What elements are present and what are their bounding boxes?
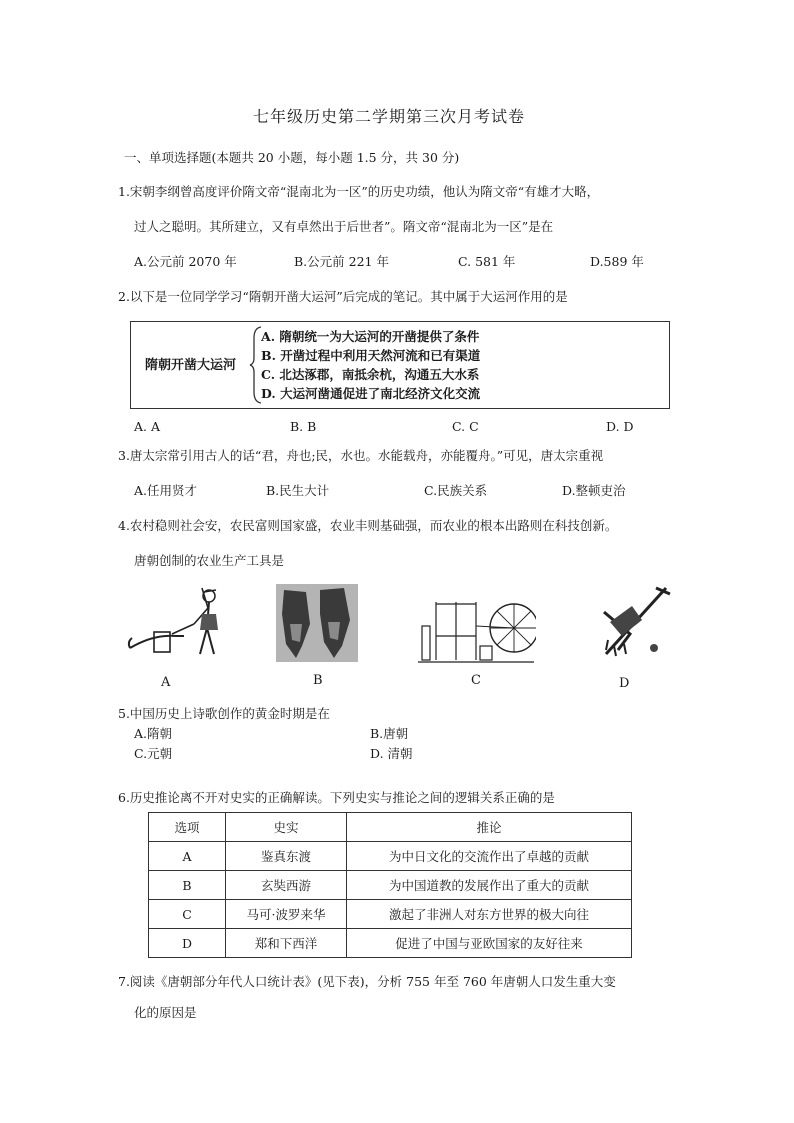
q4-caption-a: A bbox=[161, 675, 171, 690]
q3-option-a[interactable]: A.任用贤才 bbox=[134, 483, 198, 498]
q6-table bbox=[148, 812, 632, 958]
table-cell-inference: 激起了非洲人对东方世界的极大向往 bbox=[347, 900, 632, 929]
table-cell-inference: 为中国道教的发展作出了重大的贡献 bbox=[347, 871, 632, 900]
q1-option-d[interactable]: D.589 年 bbox=[590, 254, 644, 269]
q2-text-line1: 2.以下是一位同学学习“隋朝开凿大运河”后完成的笔记。其中属于大运河作用的是 bbox=[118, 289, 568, 304]
q5-option-d[interactable]: D. 清朝 bbox=[370, 746, 413, 761]
q2-box-item-b: B. 开凿过程中利用天然河流和已有渠道 bbox=[261, 348, 481, 363]
q7-text-line2: 化的原因是 bbox=[134, 1005, 197, 1020]
table-row bbox=[149, 871, 632, 900]
q4-text-line2: 唐朝创制的农业生产工具是 bbox=[134, 553, 285, 568]
q5-option-b[interactable]: B.唐朝 bbox=[370, 726, 409, 741]
plough-illustration bbox=[124, 584, 224, 664]
q1-option-a[interactable]: A.公元前 2070 年 bbox=[134, 254, 237, 269]
q1-option-c[interactable]: C. 581 年 bbox=[458, 254, 516, 269]
table-row bbox=[149, 900, 632, 929]
table-cell-fact: 鉴真东渡 bbox=[226, 842, 347, 871]
table-cell-fact: 玄奘西游 bbox=[226, 871, 347, 900]
q5-option-c[interactable]: C.元朝 bbox=[134, 746, 173, 761]
q2-box-label: 隋朝开凿大运河 bbox=[145, 358, 237, 373]
q2-box-item-d: D. 大运河凿通促进了南北经济文化交流 bbox=[261, 386, 481, 401]
q4-caption-d: D bbox=[619, 676, 630, 691]
q4-text-line1: 4.农村稳则社会安，农民富则国家盛，农业丰则基础强，而农业的根本出路则在科技创新。 bbox=[118, 518, 618, 533]
q5-option-a[interactable]: A.隋朝 bbox=[134, 726, 173, 741]
table-row bbox=[149, 842, 632, 871]
table-cell-fact: 马可·波罗来华 bbox=[226, 900, 347, 929]
table-row bbox=[149, 929, 632, 958]
page-title: 七年级历史第二学期第三次月考试卷 bbox=[253, 107, 526, 126]
q1-text-line2: 过人之聪明。其所建立，又有卓然出于后世者”。隋文帝“混南北为一区”是在 bbox=[134, 219, 554, 234]
table-header: 选项 bbox=[149, 813, 226, 842]
q3-option-d[interactable]: D.整顿吏治 bbox=[562, 483, 626, 498]
q2-box-item-c: C. 北达涿郡，南抵余杭，沟通五大水系 bbox=[261, 367, 480, 382]
section-heading: 一、单项选择题(本题共 20 小题，每小题 1.5 分，共 30 分) bbox=[124, 150, 460, 165]
q3-option-b[interactable]: B.民生大计 bbox=[266, 483, 330, 498]
q7-text-line1: 7.阅读《唐朝部分年代人口统计表》(见下表)，分析 755 年至 760 年唐朝人口发生重大变 bbox=[118, 974, 616, 989]
table-cell-inference: 促进了中国与亚欧国家的友好往来 bbox=[347, 929, 632, 958]
table-cell-option: C bbox=[149, 900, 226, 929]
q2-option-c[interactable]: C. C bbox=[452, 419, 479, 434]
table-cell-fact: 郑和下西洋 bbox=[226, 929, 347, 958]
table-cell-option: B bbox=[149, 871, 226, 900]
q2-option-a[interactable]: A. A bbox=[134, 419, 161, 434]
table-header: 推论 bbox=[347, 813, 632, 842]
q5-text-line1: 5.中国历史上诗歌创作的黄金时期是在 bbox=[118, 706, 330, 721]
table-cell-inference: 为中日文化的交流作出了卓越的贡献 bbox=[347, 842, 632, 871]
q4-caption-b: B bbox=[313, 673, 323, 688]
curved-plough-illustration bbox=[596, 584, 672, 664]
q2-notes-box bbox=[130, 321, 670, 409]
q4-caption-c: C bbox=[471, 673, 481, 688]
farm-tool-photo bbox=[276, 584, 358, 662]
q3-text-line1: 3.唐太宗常引用古人的话“君，舟也;民，水也。水能载舟，亦能覆舟。”可见，唐太宗重视 bbox=[118, 448, 604, 463]
q2-option-b[interactable]: B. B bbox=[290, 419, 317, 434]
spinning-wheel-illustration bbox=[416, 596, 536, 666]
q3-option-c[interactable]: C.民族关系 bbox=[424, 483, 488, 498]
table-cell-option: D bbox=[149, 929, 226, 958]
table-header-row bbox=[149, 813, 632, 842]
q1-option-b[interactable]: B.公元前 221 年 bbox=[294, 254, 389, 269]
q1-text-line1: 1.宋朝李纲曾高度评价隋文帝“混南北为一区”的历史功绩，他认为隋文帝“有雄才大略， bbox=[118, 184, 600, 199]
table-cell-option: A bbox=[149, 842, 226, 871]
q2-option-d[interactable]: D. D bbox=[606, 419, 634, 434]
q6-text-line1: 6.历史推论离不开对史实的正确解读。下列史实与推论之间的逻辑关系正确的是 bbox=[118, 790, 555, 805]
q2-box-item-a: A. 隋朝统一为大运河的开凿提供了条件 bbox=[261, 329, 480, 344]
table-header: 史实 bbox=[226, 813, 347, 842]
